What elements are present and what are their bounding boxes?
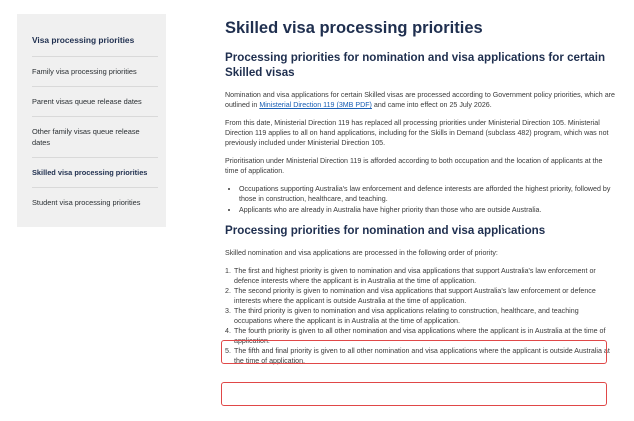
- sidebar-item-family[interactable]: Family visa processing priorities: [32, 57, 158, 87]
- sidebar-item-skilled[interactable]: Skilled visa processing priorities: [32, 158, 158, 188]
- intro-text-after: and came into effect on 25 July 2026.: [371, 101, 492, 109]
- priority-item: [225, 286, 615, 306]
- priority-list: [225, 266, 615, 366]
- sidebar-item-parent-queue[interactable]: Parent visas queue release dates: [32, 87, 158, 117]
- priority-bullets: [225, 184, 615, 215]
- intro-paragraph: [225, 90, 615, 110]
- bullet-location: • Applicants who are already in Australia have higher priority than those who are outside Australia.: [239, 205, 615, 215]
- priority-text: The third priority is given to nomination and visa applications relating to construction, healthcare, and teaching occupations where the applicant is in Australia at the time of application.: [234, 307, 579, 325]
- priority-number: 4.: [225, 327, 231, 335]
- priority-text: The second priority is given to nomination and visa applications that support Australia's law enforcement or defence interests where the applicant is outside Australia at the time of application.: [234, 287, 596, 305]
- highlight-box-fifth-priority: [221, 382, 607, 406]
- section-heading-order: Processing priorities for nomination and visa applications: [225, 224, 546, 237]
- sidebar-item-student[interactable]: Student visa processing priorities: [32, 198, 141, 207]
- priority-item-highlighted: [225, 306, 615, 326]
- main-content: [225, 18, 615, 366]
- bullet-occupations: • Occupations supporting Australia's law enforcement and defence interests are afforded the highest priority, followed by those in construction, healthcare, and teaching.: [239, 184, 615, 204]
- priority-item-highlighted: [225, 346, 615, 366]
- priority-item: [225, 326, 615, 346]
- sidebar-heading[interactable]: Visa processing priorities: [32, 31, 158, 57]
- priority-text: The fifth and final priority is given to all other nomination and visa applications where the applicant is outside Australia at the time of application.: [234, 347, 610, 365]
- priority-number: 1.: [225, 267, 231, 275]
- ministerial-direction-link[interactable]: Ministerial Direction 119 (3MB PDF): [259, 101, 372, 109]
- sidebar-nav: [17, 14, 166, 227]
- section-heading-certain-skilled: Processing priorities for nomination and visa applications for certain Skilled visas: [225, 51, 606, 79]
- priority-number: 3.: [225, 307, 231, 315]
- replacement-paragraph: From this date, Ministerial Direction 119 has replaced all processing priorities under Ministerial Direction 105. Ministerial Direction 119 applies to all on hand applications, including for the Skills in Demand (subclass 482) program, which was not previously included under Ministerial Direction 105.: [225, 119, 609, 147]
- priority-text: The fourth priority is given to all other nomination and visa applications where the applicant is in Australia at the time of application.: [234, 327, 606, 345]
- sidebar-item-other-family-queue[interactable]: Other family visas queue release dates: [32, 117, 158, 158]
- prioritisation-paragraph: Prioritisation under Ministerial Direction 119 is afforded according to both occupation and the location of applicants at the time of application.: [225, 157, 603, 175]
- priority-number: 2.: [225, 287, 231, 295]
- page-title: Skilled visa processing priorities: [225, 19, 483, 37]
- order-intro: Skilled nomination and visa applications are processed in the following order of priority:: [225, 249, 498, 257]
- priority-text: The first and highest priority is given to nomination and visa applications that support Australia's law enforcement or defence interests where the applicant is in Australia at the time of application.: [234, 267, 596, 285]
- intro-text-before: Nomination and visa applications for certain Skilled visas are processed according to Government policy priorities, which are outlined in: [225, 91, 615, 109]
- priority-item: [225, 266, 615, 286]
- priority-number: 5.: [225, 347, 231, 355]
